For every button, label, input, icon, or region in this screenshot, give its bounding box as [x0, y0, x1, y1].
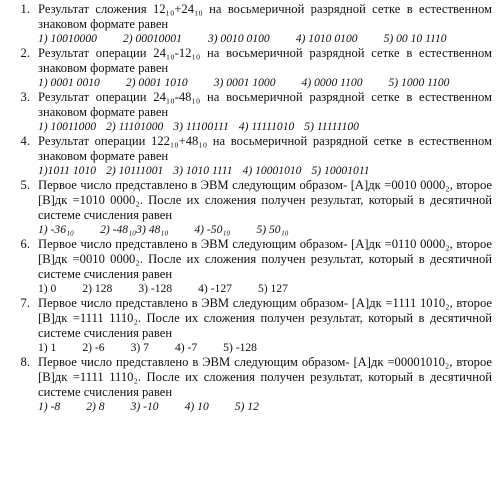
answer-option: 2) -6 [82, 341, 105, 354]
question-text: Первое число представлено в ЭВМ следующим образом- [A]дк =0010 0000₂, второе [B]дк =1010 0000₂. После их сложения получен результат, который в десятичной системе счисления равен [38, 178, 492, 222]
question-number: 3. [20, 90, 30, 104]
answer-options [38, 76, 492, 90]
answer-option: 2) 11101000 [106, 120, 164, 133]
answer-options [38, 120, 492, 134]
answer-options [38, 164, 492, 178]
answer-option: 2) 10111001 [106, 164, 164, 177]
question-text: Первое число представлено в ЭВМ следующим образом- [A]дк =00001010₂, второе [B]дк =1111 1110₂. После их сложения получен результат, который в десятичной системе счисления равен [38, 355, 492, 399]
answer-option: 5) 10001011 [311, 164, 370, 177]
answer-option: 5) 50₁₀ [256, 223, 289, 236]
answer-options [38, 32, 492, 46]
answer-option: 4) 10 [184, 400, 209, 413]
answer-option: 3) -10 [130, 400, 159, 413]
question-text: Результат операции 24₁₀-12₁₀ на восьмеричной разрядной сетке в естественном знаковом формате равен [38, 46, 492, 75]
answer-option: 1) 1 [38, 341, 57, 354]
question-number: 2. [20, 46, 30, 60]
answer-option: 1) -36₁₀ [38, 223, 75, 236]
answer-option: 3) 0001 1000 [213, 76, 276, 89]
answer-option: 1)1011 1010 [38, 164, 97, 177]
question-3 [4, 90, 492, 134]
question-number: 7. [20, 296, 30, 310]
question-number: 5. [20, 178, 30, 192]
answer-option: 5) 00 10 1110 [383, 32, 447, 45]
answer-option: 1) -8 [38, 400, 61, 413]
answer-option: 3) -128 [138, 282, 173, 295]
answer-option: 1) 10011000 [38, 120, 97, 133]
answer-option: 5) -128 [223, 341, 257, 354]
answer-option: 1) 0001 0010 [38, 76, 100, 89]
question-number: 1. [20, 2, 30, 16]
answer-options [38, 400, 492, 414]
answer-option: 2) 128 [82, 282, 113, 295]
answer-option: 4) 10001010 [242, 164, 302, 177]
answer-option: 1) 10010000 [38, 32, 97, 45]
answer-option: 3) 11100111 [173, 120, 229, 133]
answer-option: 5) 1000 1100 [388, 76, 450, 89]
answer-option: 1) 0 [38, 282, 57, 295]
question-number: 8. [20, 355, 30, 369]
question-text: Первое число представлено в ЭВМ следующим образом- [A]дк =1111 1010₂, второе [B]дк =1111 1110₂. После их сложения получен результат, который в десятичной системе счисления равен [38, 296, 492, 340]
answer-option: 4) 1010 0100 [295, 32, 358, 45]
question-4 [4, 134, 492, 178]
answer-option: 3) 0010 0100 [207, 32, 270, 45]
answer-option: 4) 11111010 [238, 120, 295, 133]
answer-option: 5) 127 [257, 282, 288, 295]
question-text: Первое число представлено в ЭВМ следующим образом- [A]дк =0110 0000₂, второе [B]дк =0010 0000₂. После их сложения получен результат, который в десятичной системе счисления равен [38, 237, 492, 281]
answer-option: 4) -7 [174, 341, 198, 354]
question-text: Результат операции 24₁₀-48₁₀ на восьмеричной разрядной сетке в естественном знаковом формате равен [38, 90, 492, 119]
answer-option: 2) 00010001 [122, 32, 182, 45]
answer-options [38, 341, 492, 355]
answer-option: 3) 1010 1111 [173, 164, 233, 177]
answer-option: 4) -50₁₀ [194, 223, 231, 236]
answer-option: 4) -127 [198, 282, 232, 295]
question-text: Результат сложения 12₁₀+24₁₀ на восьмеричной разрядной сетке в естественном знаковом формате равен [38, 2, 492, 31]
answer-option: 5) 11111100 [304, 120, 359, 133]
question-1 [4, 2, 492, 46]
answer-option: 2) 0001 1010 [125, 76, 188, 89]
question-8 [4, 355, 492, 414]
question-text: Результат операции 122₁₀+48₁₀ на восьмеричной разрядной сетке в естественном знаковом формате равен [38, 134, 492, 163]
answer-option: 2) 8 [86, 400, 105, 413]
question-6 [4, 237, 492, 296]
answer-option: 3) 7 [130, 341, 149, 354]
question-5 [4, 178, 492, 237]
answer-option: 2) -48₁₀3) 48₁₀ [100, 223, 169, 236]
question-number: 4. [20, 134, 30, 148]
answer-option: 5) 12 [234, 400, 259, 413]
question-2 [4, 46, 492, 90]
answer-options [38, 223, 492, 237]
answer-options [38, 282, 492, 296]
question-7 [4, 296, 492, 355]
answer-option: 4) 0000 1100 [301, 76, 363, 89]
question-number: 6. [20, 237, 30, 251]
